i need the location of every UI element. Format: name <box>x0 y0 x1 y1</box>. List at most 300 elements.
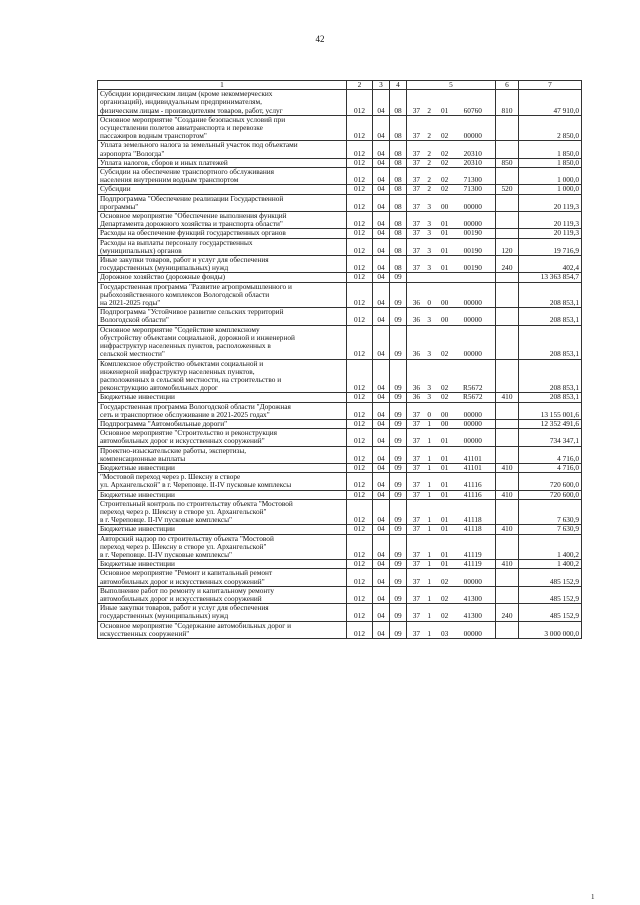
ministry-code: 012 <box>347 158 373 167</box>
table-row <box>98 256 582 273</box>
target-article-part: 01 <box>440 559 449 569</box>
row-description <box>98 308 347 325</box>
target-article-part: 1 <box>427 593 432 603</box>
section-code: 04 <box>373 256 390 273</box>
target-article-parts <box>409 150 493 158</box>
amount: 720 600,0 <box>519 473 582 490</box>
description-line: Государственная программа Вологодской области "Дорожная <box>100 402 291 411</box>
target-article-code <box>407 158 496 167</box>
target-article-part: 00 <box>440 298 449 308</box>
target-article-code <box>407 359 496 393</box>
target-article-part: 02 <box>440 184 449 194</box>
target-article-parts <box>409 393 493 401</box>
row-description <box>98 419 347 428</box>
table-row <box>98 429 582 446</box>
amount: 720 600,0 <box>519 490 582 499</box>
ministry-code: 012 <box>347 393 373 402</box>
target-article-part: 41101 <box>463 463 482 472</box>
target-article-part: 37 <box>412 480 421 490</box>
target-article-part: 3 <box>427 245 432 255</box>
target-article-part: 37 <box>412 175 421 185</box>
description-line: (муниципальных) органов <box>100 245 182 255</box>
description-line: Авторский надзор по строительству объекта "Мостовой <box>100 534 274 543</box>
table-row <box>98 359 582 393</box>
amount: 1 000,0 <box>519 168 582 185</box>
section-code: 04 <box>373 212 390 229</box>
target-article-code <box>407 194 496 211</box>
target-article-part: 0 <box>427 298 432 308</box>
description-line: Бюджетные инвестиции <box>100 524 175 534</box>
expense-type-code <box>496 168 519 185</box>
ministry-code: 012 <box>347 490 373 499</box>
amount: 13 363 854,7 <box>519 273 582 282</box>
section-code: 04 <box>373 359 390 393</box>
header-col-2: 2 <box>347 81 373 90</box>
ministry-code: 012 <box>347 604 373 621</box>
row-description <box>98 429 347 446</box>
target-article-part: 37 <box>412 228 421 238</box>
expense-type-code: 120 <box>496 238 519 255</box>
target-article-part: 36 <box>412 349 421 359</box>
description-line: Бюджетные инвестиции <box>100 559 175 569</box>
expense-type-code <box>496 194 519 211</box>
target-article-parts <box>409 185 493 193</box>
row-description <box>98 586 347 603</box>
section-code: 04 <box>373 490 390 499</box>
table-row <box>98 490 582 499</box>
amount: 485 152,9 <box>519 569 582 586</box>
table-row <box>98 325 582 359</box>
description-line: Подпрограмма "Устойчивое развитие сельских территорий <box>100 307 284 317</box>
section-code: 04 <box>373 569 390 586</box>
description-line: аэропорта "Вологда" <box>100 148 165 158</box>
target-article-part: 01 <box>440 228 449 238</box>
description-line: обустройству объектами социальной, дорожной и инженерной <box>100 332 295 342</box>
subsection-code: 08 <box>390 238 407 255</box>
amount: 12 352 491,6 <box>519 419 582 428</box>
subsection-code: 08 <box>390 141 407 158</box>
ministry-code: 012 <box>347 446 373 463</box>
target-article-part: 1 <box>427 611 432 621</box>
ministry-code: 012 <box>347 212 373 229</box>
subsection-code: 09 <box>390 463 407 472</box>
table-row <box>98 569 582 586</box>
description-line: программы" <box>100 201 139 211</box>
description-line: автомобильных дорог и искусственных сооружений <box>100 593 262 603</box>
amount: 20 119,3 <box>519 194 582 211</box>
target-article-code <box>407 621 496 638</box>
expense-type-code: 810 <box>496 90 519 116</box>
subsection-code: 09 <box>390 490 407 499</box>
amount: 208 853,1 <box>519 393 582 402</box>
section-code: 04 <box>373 534 390 560</box>
section-code: 04 <box>373 273 390 282</box>
target-article-part: 00000 <box>463 201 482 211</box>
description-line: Подпрограмма "Автомобильные дороги" <box>100 419 228 428</box>
target-article-part: 00000 <box>463 349 482 359</box>
description-line: "Мостовой переход через р. Шексну в створе <box>100 472 241 482</box>
target-article-parts <box>409 630 493 638</box>
table-row <box>98 168 582 185</box>
amount: 19 716,9 <box>519 238 582 255</box>
row-description <box>98 229 347 238</box>
target-article-parts <box>409 595 493 603</box>
target-article-code <box>407 90 496 116</box>
section-code: 04 <box>373 325 390 359</box>
description-line: сельской местности" <box>100 349 165 359</box>
target-article-part: 37 <box>412 219 421 229</box>
subsection-code: 09 <box>390 359 407 393</box>
row-description <box>98 185 347 194</box>
target-article-part: 1 <box>427 480 432 490</box>
target-article-parts <box>409 247 493 255</box>
target-article-part: 02 <box>440 148 449 158</box>
description-line: Уплата налогов, сборов и иных платежей <box>100 158 228 167</box>
target-article-part: 41118 <box>463 524 482 534</box>
target-article-part: 00000 <box>463 298 482 308</box>
description-line: сеть и транспортное обслуживание в 2021-2025 годах" <box>100 409 270 419</box>
row-description <box>98 621 347 638</box>
target-article-code <box>407 586 496 603</box>
target-article-part: 37 <box>412 549 421 559</box>
subsection-code: 08 <box>390 256 407 273</box>
amount: 485 152,9 <box>519 604 582 621</box>
target-article-part: 02 <box>440 392 449 402</box>
ministry-code: 012 <box>347 141 373 158</box>
target-article-parts <box>409 299 493 307</box>
target-article-part: 37 <box>412 436 421 446</box>
target-article-part: 37 <box>412 515 421 525</box>
target-article-part: 3 <box>427 392 432 402</box>
description-line: Выполнение работ по ремонту и капитальному ремонту <box>100 586 275 595</box>
target-article-code <box>407 308 496 325</box>
target-article-part: 01 <box>440 524 449 534</box>
target-article-code <box>407 325 496 359</box>
target-article-parts <box>409 560 493 568</box>
section-code: 04 <box>373 308 390 325</box>
ministry-code: 012 <box>347 229 373 238</box>
expense-type-code <box>496 446 519 463</box>
description-line: осуществлении полетов авиатранспорта и перевозке <box>100 123 263 133</box>
expense-type-code: 410 <box>496 525 519 534</box>
target-article-parts <box>409 455 493 463</box>
ministry-code: 012 <box>347 90 373 116</box>
target-article-code <box>407 490 496 499</box>
target-article-part: 1 <box>427 419 432 428</box>
row-description <box>98 212 347 229</box>
target-article-part: 00190 <box>463 263 482 273</box>
target-article-part: 00000 <box>463 436 482 446</box>
table-row <box>98 525 582 534</box>
target-article-part: 37 <box>412 419 421 428</box>
description-line: Дорожное хозяйство (дорожные фонды) <box>100 272 226 282</box>
target-article-parts <box>409 551 493 559</box>
target-article-parts <box>409 516 493 524</box>
target-article-part: 00190 <box>463 245 482 255</box>
amount: 734 347,1 <box>519 429 582 446</box>
target-article-part: 00190 <box>463 228 482 238</box>
description-line: Иные закупки товаров, работ и услуг для обеспечения <box>100 255 269 265</box>
description-line: Строительный контроль по строительству объекта "Мостовой <box>100 499 293 508</box>
target-article-code <box>407 238 496 255</box>
description-line: физическим лицам - производителям товаров, работ, услуг <box>100 105 283 115</box>
target-article-part: 1 <box>427 524 432 534</box>
target-article-part: 02 <box>440 131 449 141</box>
description-line: реконструкцию автомобильных дорог <box>100 383 218 393</box>
section-code: 04 <box>373 90 390 116</box>
target-article-part: 01 <box>440 245 449 255</box>
section-code: 04 <box>373 586 390 603</box>
target-article-code <box>407 604 496 621</box>
target-article-part: 00 <box>440 419 449 428</box>
section-code: 04 <box>373 560 390 569</box>
ministry-code: 012 <box>347 256 373 273</box>
expense-type-code <box>496 586 519 603</box>
target-article-part: 1 <box>427 549 432 559</box>
target-article-part: 20310 <box>463 158 482 167</box>
ministry-code: 012 <box>347 185 373 194</box>
target-article-part: 02 <box>440 593 449 603</box>
section-code: 04 <box>373 282 390 308</box>
target-article-code <box>407 168 496 185</box>
description-line: переход через р. Шексну в створе ул. Архангельской" <box>100 506 267 516</box>
table-row <box>98 308 582 325</box>
expense-type-code <box>496 499 519 525</box>
description-line: в г. Череповце. II-IV пусковые комплексы" <box>100 549 233 559</box>
target-article-part: 02 <box>440 383 449 393</box>
subsection-code: 09 <box>390 534 407 560</box>
table-row <box>98 282 582 308</box>
section-code: 04 <box>373 185 390 194</box>
description-line: на 2021-2025 годы" <box>100 298 161 308</box>
target-article-code <box>407 402 496 419</box>
target-article-part: 71300 <box>463 175 482 185</box>
subsection-code: 08 <box>390 229 407 238</box>
ministry-code: 012 <box>347 168 373 185</box>
description-line: компенсационные выплаты <box>100 453 186 463</box>
description-line: Департамента дорожного хозяйства и транспорта области" <box>100 219 283 229</box>
target-article-part: 00 <box>440 409 449 419</box>
target-article-code <box>407 463 496 472</box>
target-article-part: 37 <box>412 453 421 463</box>
description-line: Государственная программа "Развитие агропромышленного и <box>100 282 292 291</box>
target-article-code <box>407 256 496 273</box>
section-code: 04 <box>373 621 390 638</box>
target-article-parts <box>409 176 493 184</box>
target-article-parts <box>409 132 493 140</box>
section-code: 04 <box>373 168 390 185</box>
amount: 2 850,0 <box>519 115 582 141</box>
target-article-part: 01 <box>440 453 449 463</box>
target-article-part: 1 <box>427 559 432 569</box>
table-row <box>98 621 582 638</box>
description-line: искусственных сооружений" <box>100 628 190 638</box>
expense-type-code <box>496 473 519 490</box>
target-article-parts <box>409 578 493 586</box>
ministry-code: 012 <box>347 273 373 282</box>
description-line: переход через р. Шексну в створе ул. Архангельской" <box>100 541 267 551</box>
expense-type-code <box>496 534 519 560</box>
target-article-code <box>407 525 496 534</box>
expense-type-code <box>496 115 519 141</box>
target-article-code <box>407 569 496 586</box>
header-col-4: 4 <box>390 81 407 90</box>
table-row <box>98 463 582 472</box>
target-article-parts <box>409 350 493 358</box>
target-article-part: 1 <box>427 490 432 499</box>
row-description <box>98 393 347 402</box>
ministry-code: 012 <box>347 463 373 472</box>
amount: 7 630,9 <box>519 499 582 525</box>
target-article-part: 2 <box>427 105 432 115</box>
description-line: Субсидии юридическим лицам (кроме некоммерческих <box>100 89 273 99</box>
target-article-part: 02 <box>440 158 449 167</box>
target-article-part: 1 <box>427 576 432 586</box>
expense-type-code: 520 <box>496 185 519 194</box>
target-article-part: 36 <box>412 315 421 325</box>
target-article-part: 41300 <box>463 593 482 603</box>
description-line: Бюджетные инвестиции <box>100 490 175 499</box>
subsection-code: 08 <box>390 212 407 229</box>
target-article-parts <box>409 437 493 445</box>
target-article-part: 2 <box>427 131 432 141</box>
expense-type-code <box>496 282 519 308</box>
amount: 47 910,0 <box>519 90 582 116</box>
description-line: Основное мероприятие "Ремонт и капитальный ремонт <box>100 568 273 578</box>
header-col-6: 6 <box>496 81 519 90</box>
target-article-code <box>407 429 496 446</box>
target-article-part: 00000 <box>463 576 482 586</box>
amount: 4 716,0 <box>519 446 582 463</box>
target-article-parts <box>409 384 493 392</box>
target-article-part: 00000 <box>463 419 482 428</box>
subsection-code: 09 <box>390 429 407 446</box>
expense-type-code <box>496 402 519 419</box>
table-row <box>98 194 582 211</box>
header-col-7: 7 <box>519 81 582 90</box>
ministry-code: 012 <box>347 325 373 359</box>
ministry-code: 012 <box>347 560 373 569</box>
target-article-code <box>407 499 496 525</box>
section-code: 04 <box>373 141 390 158</box>
row-description <box>98 446 347 463</box>
table-row <box>98 402 582 419</box>
corner-mark: 1 <box>591 893 595 901</box>
subsection-code: 08 <box>390 115 407 141</box>
description-line: Бюджетные инвестиции <box>100 463 175 472</box>
table-row <box>98 446 582 463</box>
target-article-part: 01 <box>440 436 449 446</box>
table-row <box>98 212 582 229</box>
expense-type-code <box>496 308 519 325</box>
target-article-code <box>407 419 496 428</box>
expense-type-code: 410 <box>496 560 519 569</box>
section-code: 04 <box>373 393 390 402</box>
target-article-code <box>407 273 496 282</box>
subsection-code: 09 <box>390 473 407 490</box>
subsection-code: 08 <box>390 185 407 194</box>
target-article-part: 37 <box>412 158 421 167</box>
description-line: инфраструктур населенных пунктов, расположенных в <box>100 341 271 351</box>
target-article-part: 37 <box>412 263 421 273</box>
description-line: Расходы на обеспечение функций государственных органов <box>100 228 286 238</box>
target-article-parts <box>409 481 493 489</box>
description-line: Уплата земельного налога за земельный участок под объектами <box>100 140 298 150</box>
description-line: Вологодской области" <box>100 315 169 325</box>
row-description <box>98 525 347 534</box>
target-article-part: 3 <box>427 219 432 229</box>
target-article-part: 00000 <box>463 409 482 419</box>
ministry-code: 012 <box>347 194 373 211</box>
target-article-part: 37 <box>412 576 421 586</box>
target-article-parts <box>409 464 493 472</box>
row-description <box>98 238 347 255</box>
target-article-part: R5672 <box>463 392 483 402</box>
description-line: инженерной инфраструктур населенных пунктов, <box>100 366 255 376</box>
row-description <box>98 490 347 499</box>
description-line: населения внутренним водным транспортом <box>100 175 239 185</box>
description-line: Иные закупки товаров, работ и услуг для обеспечения <box>100 603 269 613</box>
ministry-code: 012 <box>347 569 373 586</box>
expense-type-code <box>496 273 519 282</box>
description-line: Субсидии <box>100 184 131 194</box>
target-article-part: 2 <box>427 148 432 158</box>
target-article-parts <box>409 420 493 428</box>
row-description <box>98 158 347 167</box>
description-line: Комплексное обустройство объектами социальной и <box>100 359 264 368</box>
target-article-part: 41119 <box>463 559 482 569</box>
table-row <box>98 419 582 428</box>
description-line: Основное мероприятие "Создание безопасных условий при <box>100 115 286 124</box>
ministry-code: 012 <box>347 419 373 428</box>
amount: 1 000,0 <box>519 185 582 194</box>
amount: 208 853,1 <box>519 325 582 359</box>
ministry-code: 012 <box>347 525 373 534</box>
target-article-part: 2 <box>427 158 432 167</box>
target-article-parts <box>409 525 493 533</box>
target-article-part: 36 <box>412 383 421 393</box>
table-row <box>98 238 582 255</box>
row-description <box>98 463 347 472</box>
expense-type-code <box>496 419 519 428</box>
description-line: автомобильных дорог и искусственных сооружений" <box>100 576 265 586</box>
row-description <box>98 534 347 560</box>
description-line: Основное мероприятие "Содействие комплексному <box>100 325 260 334</box>
target-article-code <box>407 534 496 560</box>
amount: 208 853,1 <box>519 308 582 325</box>
target-article-part: 37 <box>412 201 421 211</box>
row-description <box>98 402 347 419</box>
description-line: Проектно-изыскательские работы, экспертизы, <box>100 446 247 455</box>
subsection-code: 09 <box>390 560 407 569</box>
target-article-part: 60760 <box>463 105 482 115</box>
target-article-part: 02 <box>440 175 449 185</box>
amount: 20 119,3 <box>519 229 582 238</box>
amount: 1 400,2 <box>519 534 582 560</box>
description-line: ул. Архангельской" в г. Череповце. II-IV пусковые комплексы <box>100 480 292 490</box>
target-article-part: 1 <box>427 453 432 463</box>
section-code: 04 <box>373 499 390 525</box>
table-row <box>98 185 582 194</box>
table-row <box>98 473 582 490</box>
amount: 1 400,2 <box>519 560 582 569</box>
target-article-part: 1 <box>427 436 432 446</box>
target-article-part: 01 <box>440 549 449 559</box>
expense-type-code <box>496 212 519 229</box>
page-number: 42 <box>315 34 325 44</box>
target-article-part: 00000 <box>463 219 482 229</box>
ministry-code: 012 <box>347 621 373 638</box>
